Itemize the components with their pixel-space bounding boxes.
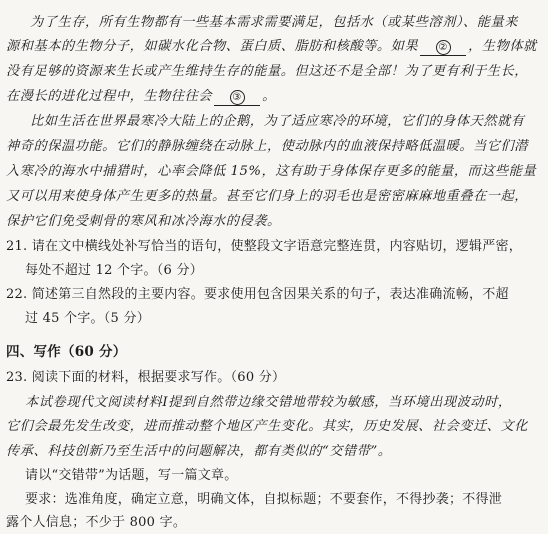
fill-blank-3 bbox=[214, 90, 260, 106]
passage-p1-line2-text-a: 源和基本的生物分子，如碳水化合物、蛋白质、脂肪和核酸等。如果 bbox=[6, 39, 419, 54]
material-line3: 传承、科技创新乃至生活中的问题解决，都有类似的“交错带”。 bbox=[6, 444, 392, 459]
question-21-line2: 每处不超过 12 个字。（6 分） bbox=[25, 263, 203, 278]
question-21-line1: 21. 请在文中横线处补写恰当的语句，使整段文字语意完整连贯，内容贴切，逻辑严密， bbox=[6, 239, 523, 254]
requirements-line2: 露个人信息；不少于 800 字。 bbox=[6, 515, 187, 530]
passage-p2-line2: 神奇的保温功能。它们的静脉缠绕在动脉上，使动脉内的血液保持略低温暖。当它们潜 bbox=[6, 139, 529, 154]
passage-p1-line4 bbox=[6, 88, 276, 106]
passage-p1-line2 bbox=[6, 38, 537, 56]
passage-p2-line4: 又可以用来使身体产生更多的热量。甚至它们身上的羽毛也是密密麻麻地重叠在一起， bbox=[6, 189, 529, 204]
passage-p2-line3: 入寒冷的海水中捕猎时，心率会降低 15%，这有助于身体保存更多的能量，而这些能量 bbox=[6, 164, 537, 179]
material-line2: 它们会最先发生改变，进而推动整个地区产生变化。其实，历史发展、社会变迁、文化 bbox=[6, 419, 529, 434]
writing-prompt: 请以“交错带”为话题，写一篇文章。 bbox=[25, 468, 238, 483]
question-22-line1: 22. 简述第三自然段的主要内容。要求使用包含因果关系的句子，表达准确流畅，不超 bbox=[6, 287, 509, 302]
passage-p1-line2-text-b: ，生物体就 bbox=[468, 39, 537, 54]
passage-p1-line4-text-b: 。 bbox=[262, 89, 276, 104]
question-22-line2: 过 45 个字。（5 分） bbox=[25, 311, 150, 326]
blank-number-2: ② bbox=[436, 40, 451, 55]
question-23-line1: 23. 阅读下面的材料，根据要求写作。（60 分） bbox=[6, 370, 286, 385]
passage-p1-line4-text-a: 在漫长的进化过程中，生物往往会 bbox=[6, 89, 213, 104]
section-4-heading: 四、写作（60 分） bbox=[6, 344, 127, 360]
fill-blank-2 bbox=[420, 40, 466, 56]
passage-p1-line3: 没有足够的资源来生长或产生维持生存的能量。但这还不是全部！为了更有利于生长， bbox=[6, 64, 529, 79]
requirements-line1: 要求：选准角度，确定立意，明确文体，自拟标题；不要套作，不得抄袭；不得泄 bbox=[25, 492, 503, 507]
passage-p1-line1: 为了生存，所有生物都有一些基本需求需要满足，包括水（或某些溶剂）、能量来 bbox=[30, 15, 518, 30]
blank-number-3: ③ bbox=[230, 90, 245, 105]
material-line1: 本试卷现代文阅读材料Ⅰ提到自然带边缘交错地带较为敏感，当环境出现波动时， bbox=[25, 395, 512, 410]
passage-p2-line1: 比如生活在世界最寒冷大陆上的企鹅，为了适应寒冷的环境，它们的身体天然就有 bbox=[30, 114, 525, 129]
passage-p2-line5: 保护它们免受刺骨的寒风和冰冷海水的侵袭。 bbox=[6, 214, 281, 229]
